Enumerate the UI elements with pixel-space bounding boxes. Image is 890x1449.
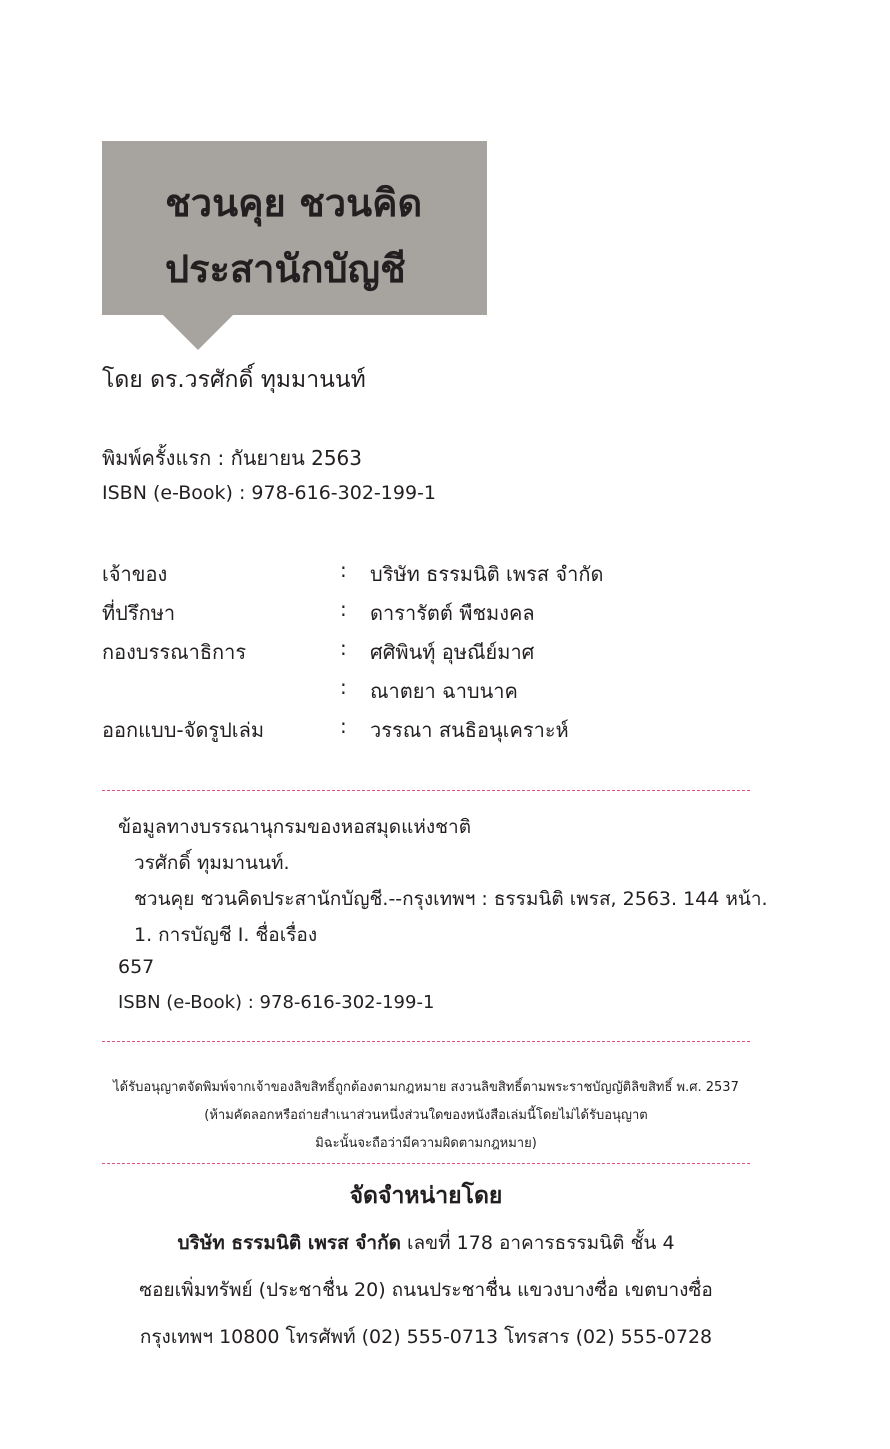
credit-colon: : xyxy=(340,714,347,738)
address-line-1-rest: เลขที่ 178 อาคารธรรมนิติ ชั้น 4 xyxy=(400,1232,675,1254)
distribution-heading: จัดจำหน่ายโดย xyxy=(349,1183,503,1209)
credit-role: กองบรรณาธิการ xyxy=(102,640,247,664)
address-line xyxy=(102,1228,750,1275)
credit-role: เจ้าของ xyxy=(102,562,168,586)
credit-colon: : xyxy=(340,597,347,621)
credit-name: ดารารัตต์ พืชมงคล xyxy=(370,601,535,625)
isbn-line: ISBN (e-Book) : 978-616-302-199-1 xyxy=(102,482,436,504)
distributor-company: บริษัท ธรรมนิติ เพรส จำกัด xyxy=(177,1232,401,1254)
address-line: กรุงเทพฯ 10800 โทรศัพท์ (02) 555-0713 โทรสาร (02) 555-0728 xyxy=(139,1326,713,1348)
credit-role: ที่ปรึกษา xyxy=(102,601,176,625)
cip-title: ชวนคุย ชวนคิดประสานักบัญชี.--กรุงเทพฯ : ธรรมนิติ เพรส, 2563. 144 หน้า. xyxy=(134,888,768,910)
cip-isbn: ISBN (e-Book) : 978-616-302-199-1 xyxy=(118,992,435,1013)
credit-name: วรรณา สนธิอนุเคราะห์ xyxy=(370,718,569,742)
credit-name: บริษัท ธรรมนิติ เพรส จำกัด xyxy=(370,562,604,586)
credit-colon: : xyxy=(340,558,347,582)
distributor-address xyxy=(102,1228,750,1369)
divider-dashed xyxy=(102,1041,750,1042)
book-title-line-2: ประสานักบัญชี xyxy=(165,247,406,291)
edition-line: พิมพ์ครั้งแรก : กันยายน 2563 xyxy=(102,446,363,470)
title-box-pointer xyxy=(162,314,234,350)
cip-class-number: 657 xyxy=(118,956,155,978)
credit-name: ศศิพินทุ์ อุษณีย์มาศ xyxy=(370,640,535,664)
copyright-notice xyxy=(102,1074,750,1158)
credit-colon: : xyxy=(340,675,347,699)
credit-name: ณาตยา ฉาบนาค xyxy=(370,679,518,703)
notice-line: (ห้ามคัดลอกหรือถ่ายสำเนาส่วนหนึ่งส่วนใดของหนังสือเล่มนี้โดยไม่ได้รับอนุญาต xyxy=(204,1108,648,1123)
credit-role: ออกแบบ-จัดรูปเล่ม xyxy=(102,718,265,742)
credit-colon: : xyxy=(340,636,347,660)
notice-line: มิฉะนั้นจะถือว่ามีความผิดตามกฎหมาย) xyxy=(315,1136,537,1151)
cataloging-data xyxy=(118,812,768,1028)
cip-author: วรศักดิ์ ทุมมานนท์. xyxy=(134,852,290,874)
address-line: ซอยเพิ่มทรัพย์ (ประชาชื่น 20) ถนนประชาชื่น แขวงบางซื่อ เขตบางซื่อ xyxy=(139,1279,713,1301)
divider-dashed xyxy=(102,790,750,791)
book-title-line-1: ชวนคุย ชวนคิด xyxy=(165,181,423,225)
notice-line: ได้รับอนุญาตจัดพิมพ์จากเจ้าของลิขสิทธิ์ถูกต้องตามกฎหมาย สงวนลิขสิทธิ์ตามพระราชบัญญัติลิขสิทธิ์ พ.ศ. 2537 xyxy=(113,1080,739,1095)
author-line: โดย ดร.วรศักดิ์ ทุมมานนท์ xyxy=(102,367,366,393)
divider-dashed xyxy=(102,1163,750,1164)
cip-subjects: 1. การบัญชี I. ชื่อเรื่อง xyxy=(134,924,318,946)
cip-heading: ข้อมูลทางบรรณานุกรมของหอสมุดแห่งชาติ xyxy=(118,816,472,838)
